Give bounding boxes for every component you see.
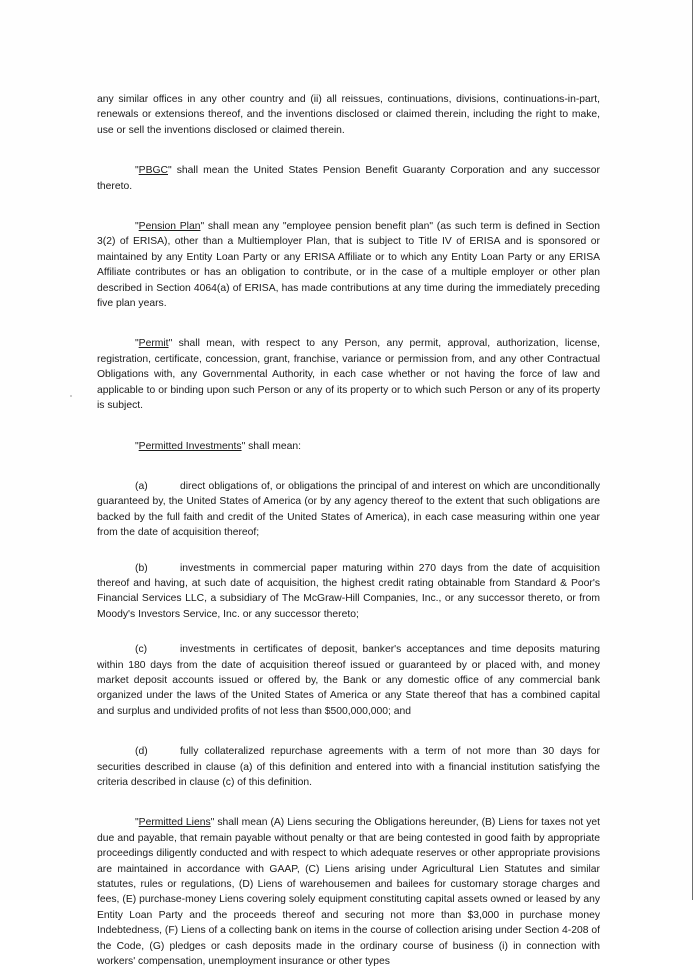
document-body bbox=[97, 92, 600, 969]
clause-d bbox=[97, 744, 600, 790]
clause-text: direct obligations of, or obligations the principal of and interest on which are unconditionally guaranteed by, the United States of America (or by any agency thereof to the extent that such obligations are backed by the full faith and credit of the United States of America), in each case measuring within one year from the date of acquisition thereof; bbox=[97, 480, 600, 539]
quote-mark: " bbox=[135, 338, 139, 350]
definition-text: shall mean (A) Liens securing the Obligations hereunder, (B) Liens for taxes not yet due and payable, that remain payable without penalty or that are being contested in good faith by appropriate proceedings diligently conducted and with respect to which adequate reserves or other appropriate provisions are maintained in accordance with GAAP, (C) Liens arising under Agricultural Lien Statutes and similar statutes, rules or regulations, (D) Liens of warehousemen and bailees for customary storage charges and fees, (E) purchase-money Liens covering solely equipment constituting capital assets owned or leased by any Entity Loan Party and the proceeds thereof and securing not more than $3,000 in purchase money Indebtedness, (F) Liens of a collecting bank on items in the course of collection arising under Section 4-208 of the Code, (G) pledges or cash deposits made in the ordinary course of business (i) in connection with workers' compensation, unemployment insurance or other types bbox=[97, 817, 600, 968]
clause-label: (b) bbox=[135, 562, 148, 574]
quote-mark: " bbox=[241, 440, 246, 452]
clause-b bbox=[97, 561, 600, 623]
quote-mark: " bbox=[168, 165, 172, 177]
definition-text: shall mean, with respect to any Person, any permit, approval, authorization, license, registration, certificate, concession, grant, franchise, variance or permission from, and any other Contractual Obligations with, any Governmental Authority, in each case whether or not having the force of law and applicable to or binding upon such Person or any of its property or to which such Person or any of its property is subject. bbox=[97, 338, 600, 412]
defined-term: Permitted Investments bbox=[138, 440, 242, 452]
scan-speck bbox=[70, 395, 72, 397]
continuation-paragraph: any similar offices in any other country and (ii) all reissues, continuations, divisions, continuations-in-part, renewals or extensions thereof, and the inventions disclosed or claimed therein, including the right to make, use or sell the inventions disclosed or claimed therein. bbox=[97, 94, 600, 136]
clause-text: investments in commercial paper maturing within 270 days from the date of acquisition thereof and having, at such date of acquisition, the highest credit rating obtainable from Standard & Poor's Financial Services LLC, a subsidiary of The McGraw-Hill Companies, Inc., or any successor thereto, or from Moody's Investors Service, Inc. or any successor thereto; bbox=[97, 562, 600, 620]
scan-edge-line bbox=[692, 0, 693, 900]
defined-term: Pension Plan bbox=[138, 221, 201, 233]
clause-text: investments in certificates of deposit, banker's acceptances and time deposits maturing within 180 days from the date of acquisition thereof issued or guaranteed by or placed with, and money market deposit accounts issued or offered by, the Bank or any domestic office of any commercial bank organized under the laws of the United States of America or any State thereof that has a combined capital and surplus and undivided profits of not less than $500,000,000; and bbox=[97, 644, 600, 717]
quote-mark: " bbox=[135, 440, 139, 452]
definition-text: shall mean: bbox=[245, 440, 302, 452]
definition-text: shall mean the United States Pension Benefit Guaranty Corporation and any successor thereto. bbox=[97, 165, 600, 192]
definition-pension-plan bbox=[97, 219, 600, 311]
quote-mark: " bbox=[135, 817, 139, 829]
clause-a bbox=[97, 479, 600, 541]
definition-permitted-investments bbox=[97, 439, 600, 454]
clause-text: fully collateralized repurchase agreements with a term of not more than 30 days for securities described in clause (a) of this definition and entered into with a financial institution satisfying the criteria described in clause (c) of this definition. bbox=[97, 746, 600, 788]
definition-pbgc bbox=[97, 163, 600, 194]
definition-text: shall mean any "employee pension benefit plan" (as such term is defined in Section 3(2) of ERISA), other than a Multiemployer Plan, that is subject to Title IV of ERISA and is sponsored or maintained by any Entity Loan Party or any ERISA Affiliate or to which any Entity Loan Party or any ERISA Affiliate contributes or has an obligation to contribute, or in the case of a multiple employer or other plan described in Section 4064(a) of ERISA, has made contributions at any time during the immediately preceding five plan years. bbox=[97, 221, 600, 310]
clause-label: (c) bbox=[135, 644, 148, 656]
quote-mark: " bbox=[200, 221, 205, 233]
quote-mark: " bbox=[135, 221, 139, 233]
clause-label: (a) bbox=[135, 480, 148, 492]
definition-permitted-liens bbox=[97, 815, 600, 969]
clause-c bbox=[97, 642, 600, 719]
definition-permit bbox=[97, 336, 600, 413]
defined-term: Permitted Liens bbox=[138, 817, 211, 829]
quote-mark: " bbox=[135, 165, 139, 177]
quote-mark: " bbox=[168, 338, 173, 350]
clause-label: (d) bbox=[135, 746, 148, 758]
defined-term: PBGC bbox=[138, 165, 168, 177]
quote-mark: " bbox=[210, 817, 215, 829]
defined-term: Permit bbox=[138, 338, 169, 350]
